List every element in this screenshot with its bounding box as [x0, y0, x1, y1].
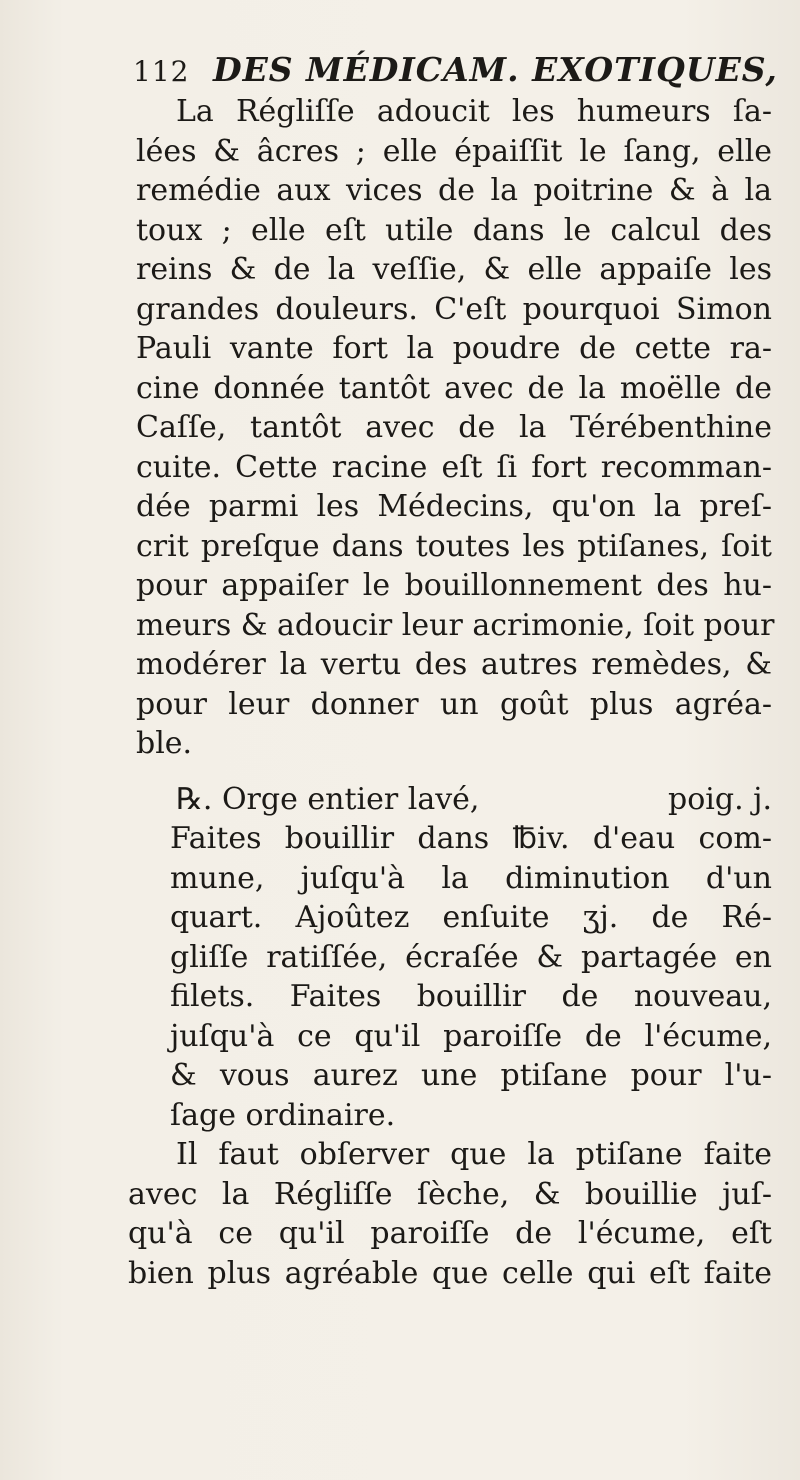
text-line: dée parmi les Médecins, qu'on la preſ- [136, 489, 772, 524]
recipe-quantity: poig. j. [668, 781, 772, 817]
text-line: toux ; elle eſt utile dans le calcul des [136, 212, 772, 248]
text-line: modérer la vertu des autres remèdes, & [136, 647, 772, 682]
text-line: avec la Régliſſe ſèche, & bouillie juſ- [128, 1176, 772, 1212]
text-line: cuite. Cette racine eſt ſi fort recomman- [136, 449, 772, 485]
recipe-ingredient: ℞. Orge entier lavé, [176, 781, 480, 817]
text-line: Faites bouillir dans ℔iv. d'eau com- [170, 821, 772, 856]
text-line: cine donnée tantôt avec de la moëlle de [136, 370, 772, 406]
text-line: grandes douleurs. C'eſt pourquoi Simon [136, 291, 772, 327]
text-line: ble. [136, 726, 193, 761]
text-line: qu'à ce qu'il paroiſſe de l'écume, eſt [128, 1216, 772, 1251]
text-line: filets. Faites bouillir de nouveau, [170, 979, 772, 1014]
text-line: reins & de la veſſie, & elle appaiſe les [136, 252, 772, 287]
text-line: crit preſque dans toutes les ptiſanes, ſoit [136, 528, 772, 564]
text-line: quart. Ajoûtez enſuite ʒj. de Ré- [170, 900, 772, 935]
text-line: La Régliſſe adoucit les humeurs ſa- [176, 94, 772, 129]
text-line: pour leur donner un goût plus agréa- [136, 686, 772, 722]
text-line: gliſſe ratiſſée, écraſée & partagée en [170, 939, 772, 975]
running-header [133, 50, 778, 98]
text-line: Caſſe, tantôt avec de la Térébenthine [136, 410, 772, 445]
running-title: DES MÉDICAM. EXOTIQUES, [212, 50, 778, 89]
page-number: 112 [133, 55, 190, 88]
paragraph-gap [136, 764, 772, 780]
recipe-first-line [136, 780, 772, 820]
text-line: meurs & adoucir leur acrimonie, ſoit pour [136, 607, 775, 643]
text-line: Il faut obſerver que la ptiſane faite [176, 1137, 772, 1172]
body-text [128, 92, 775, 1293]
paragraph-liquorice-virtues [136, 92, 775, 764]
text-line: pour appaiſer le bouillonnement des hu- [136, 568, 772, 603]
text-line: juſqu'à ce qu'il paroiſſe de l'écume, [170, 1018, 772, 1054]
text-line: mune, juſqu'à la diminution d'un [170, 860, 772, 896]
text-line: remédie aux vices de la poitrine & à la [136, 173, 772, 208]
text-line: ſage ordinaire. [170, 1097, 396, 1133]
text-line: bien plus agréable que celle qui eſt faite [128, 1255, 772, 1291]
paragraph-ptisane-note [128, 1135, 772, 1293]
text-line: & vous aurez une ptiſane pour l'u- [170, 1058, 772, 1093]
text-line: lées & âcres ; elle épaiſſit le ſang, elle [136, 133, 772, 169]
text-line: Pauli vante fort la poudre de cette ra- [136, 331, 772, 366]
recipe-block [136, 780, 772, 1136]
